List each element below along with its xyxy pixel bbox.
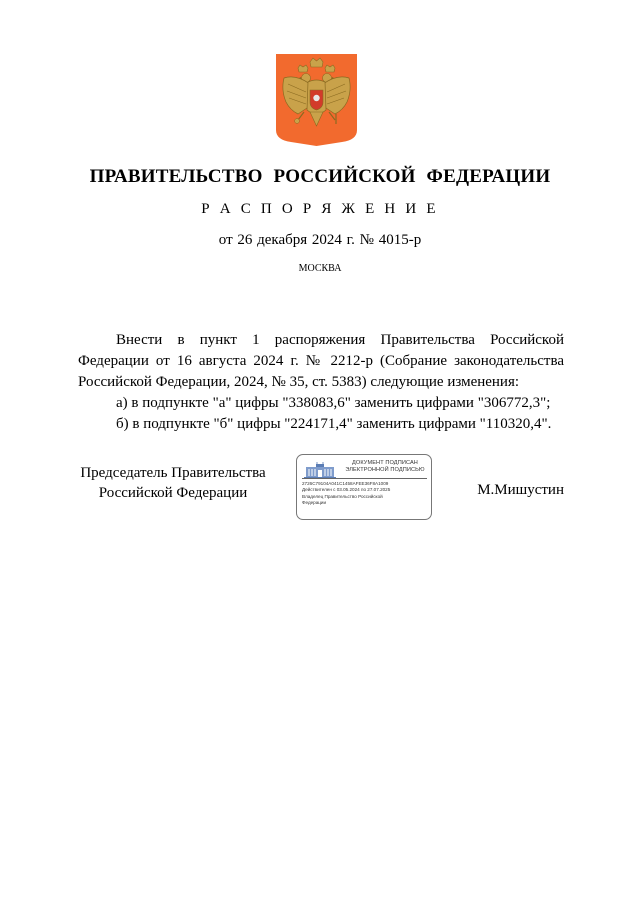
body-item-a: а) в подпункте "а" цифры "338083,6" заменить цифрами "306772,3"; bbox=[116, 395, 551, 411]
stamp-validity: Действителен с 03.05.2024 по 27.07.2025 bbox=[302, 487, 391, 493]
stamp-heading-line2: ЭЛЕКТРОННОЙ ПОДПИСЬЮ bbox=[345, 467, 425, 473]
stamp-details bbox=[302, 481, 429, 506]
stamp-heading bbox=[341, 460, 429, 474]
stamp-owner-line1: Владелец Правительство Российской bbox=[302, 493, 383, 499]
stamp-certificate: 2726C79104A041C1458AFEE36F8A1009 bbox=[302, 481, 389, 486]
stamp-owner-line2: Федерации bbox=[302, 499, 327, 505]
russian-coat-of-arms-icon bbox=[276, 54, 357, 146]
stamp-heading-line1: ДОКУМЕНТ ПОДПИСАН bbox=[352, 460, 418, 466]
stamp-divider bbox=[302, 478, 427, 479]
body-item-b: б) в подпункте "б" цифры "224171,4" заменить цифрами "110320,4". bbox=[116, 416, 552, 432]
document-date-number: от 26 декабря 2024 г. № 4015-р bbox=[218, 232, 422, 248]
document-body bbox=[78, 330, 564, 435]
signatory-position bbox=[78, 463, 268, 503]
signatory-position-line2: Российской Федерации bbox=[98, 485, 248, 501]
document-city: МОСКВА bbox=[298, 263, 342, 274]
government-building-icon bbox=[302, 459, 338, 479]
signatory-name: М.Мишустин bbox=[477, 482, 564, 498]
document-type: Р А С П О Р Я Ж Е Н И Е bbox=[201, 201, 439, 217]
signatory-position-line1: Председатель Правительства bbox=[80, 465, 266, 481]
body-intro-paragraph: Внести в пункт 1 распоряжения Правительства Российской Федерации от 16 августа 2024 г. № 2212-р (Собрание законодательства Российской Федерации, 2024, № 35, ст. 5383) следующие изменения: bbox=[78, 332, 564, 390]
electronic-signature-stamp bbox=[296, 454, 432, 520]
government-title: ПРАВИТЕЛЬСТВО РОССИЙСКОЙ ФЕДЕРАЦИИ bbox=[89, 166, 551, 187]
